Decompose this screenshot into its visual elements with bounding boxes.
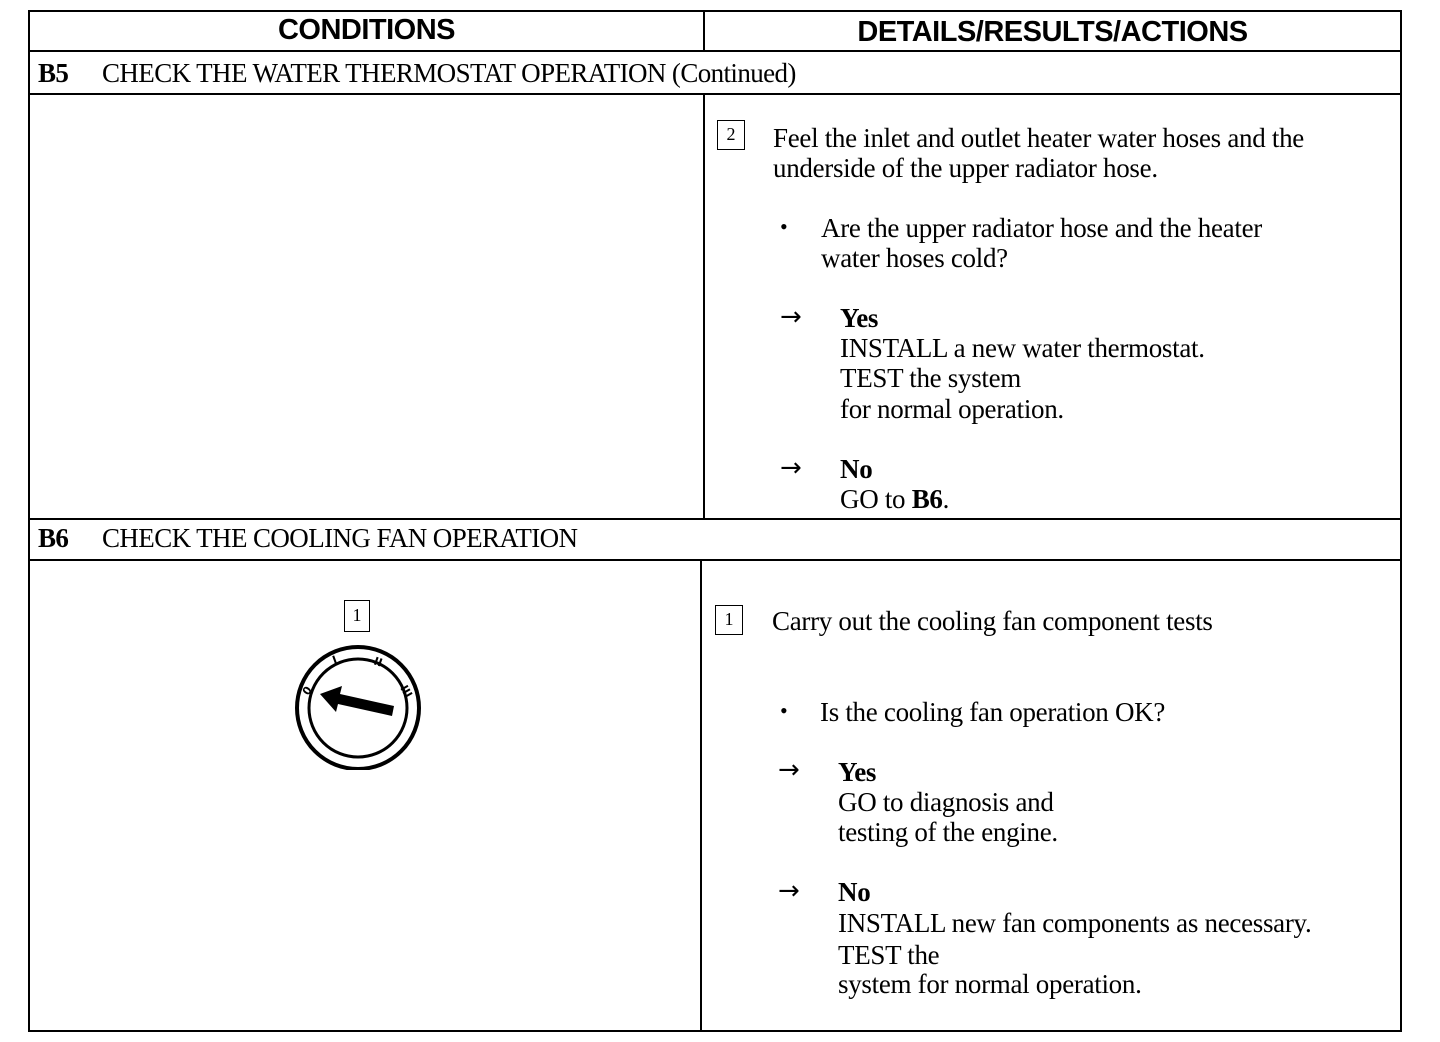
- b6-no-action-line-1: INSTALL new fan components as necessary.: [838, 908, 1312, 938]
- details-header: DETAILS/RESULTS/ACTIONS: [857, 16, 1248, 48]
- b6-no-arrow-icon: →: [778, 876, 800, 906]
- b6-yes-action-line-1: GO to diagnosis and: [838, 787, 1054, 817]
- b6-no-label: No: [838, 877, 871, 907]
- b6-section-title: [38, 523, 577, 554]
- b6-question: Is the cooling fan operation OK?: [820, 697, 1166, 727]
- b5-question-line-1: Are the upper radiator hose and the heater: [821, 213, 1262, 243]
- b5-step-text-line-1: Feel the inlet and outlet heater water hoses and the: [773, 123, 1304, 153]
- b5-b6-divider: [28, 518, 1402, 520]
- b5-no-action: [840, 484, 949, 514]
- dial-mark-2: II: [371, 654, 385, 670]
- b6-title: CHECK THE COOLING FAN OPERATION: [102, 523, 578, 553]
- b6-title-divider: [28, 559, 1402, 561]
- b6-step-text: Carry out the cooling fan component tests: [772, 606, 1213, 636]
- b6-code: B6: [38, 523, 69, 553]
- dial-mark-0: 0: [299, 683, 315, 698]
- dial-mark-3: III: [397, 683, 415, 701]
- b6-column-divider: [700, 559, 702, 1032]
- b6-step-number-box: 1: [715, 605, 743, 635]
- b5-step-number-box: 2: [717, 120, 745, 150]
- b6-no-action-line-3: system for normal operation.: [838, 969, 1142, 999]
- b5-yes-arrow-icon: →: [780, 302, 802, 332]
- b6-yes-action-line-2: testing of the engine.: [838, 817, 1058, 847]
- b6-yes-arrow-icon: →: [778, 755, 800, 785]
- b5-title-divider: [28, 93, 1402, 95]
- b5-yes-action-line-2: TEST the system: [840, 363, 1021, 393]
- b6-figure-label-box: 1: [344, 600, 370, 632]
- b5-section-title: [38, 58, 796, 89]
- conditions-header: CONDITIONS: [277, 14, 456, 46]
- b5-yes-label: Yes: [840, 303, 879, 333]
- b5-yes-action-line-1: INSTALL a new water thermostat.: [840, 333, 1205, 363]
- b5-no-arrow-icon: →: [780, 453, 802, 483]
- b5-question-bullet: •: [780, 214, 788, 239]
- b6-yes-label: Yes: [838, 757, 877, 787]
- b5-no-label: No: [840, 454, 873, 484]
- b5-code: B5: [38, 58, 69, 88]
- b6-question-bullet: •: [780, 698, 788, 723]
- table-frame: [28, 10, 1402, 1032]
- b5-question-line-2: water hoses cold?: [821, 243, 1008, 273]
- b6-no-action-line-2: TEST the: [838, 940, 940, 970]
- b5-step-text-line-2: underside of the upper radiator hose.: [773, 153, 1158, 183]
- dial-pointer-icon: [320, 686, 394, 716]
- header-divider: [28, 50, 1402, 52]
- b5-column-divider: [703, 93, 705, 519]
- fan-switch-dial-icon: [290, 640, 430, 770]
- b5-title: CHECK THE WATER THERMOSTAT OPERATION (Continued): [102, 58, 796, 88]
- b5-no-action-suffix: .: [942, 484, 950, 514]
- dial-mark-1: I: [330, 653, 339, 667]
- b5-yes-action-line-3: for normal operation.: [840, 394, 1064, 424]
- b5-no-action-prefix: GO to: [840, 484, 912, 514]
- b5-no-action-ref: B6: [911, 484, 943, 514]
